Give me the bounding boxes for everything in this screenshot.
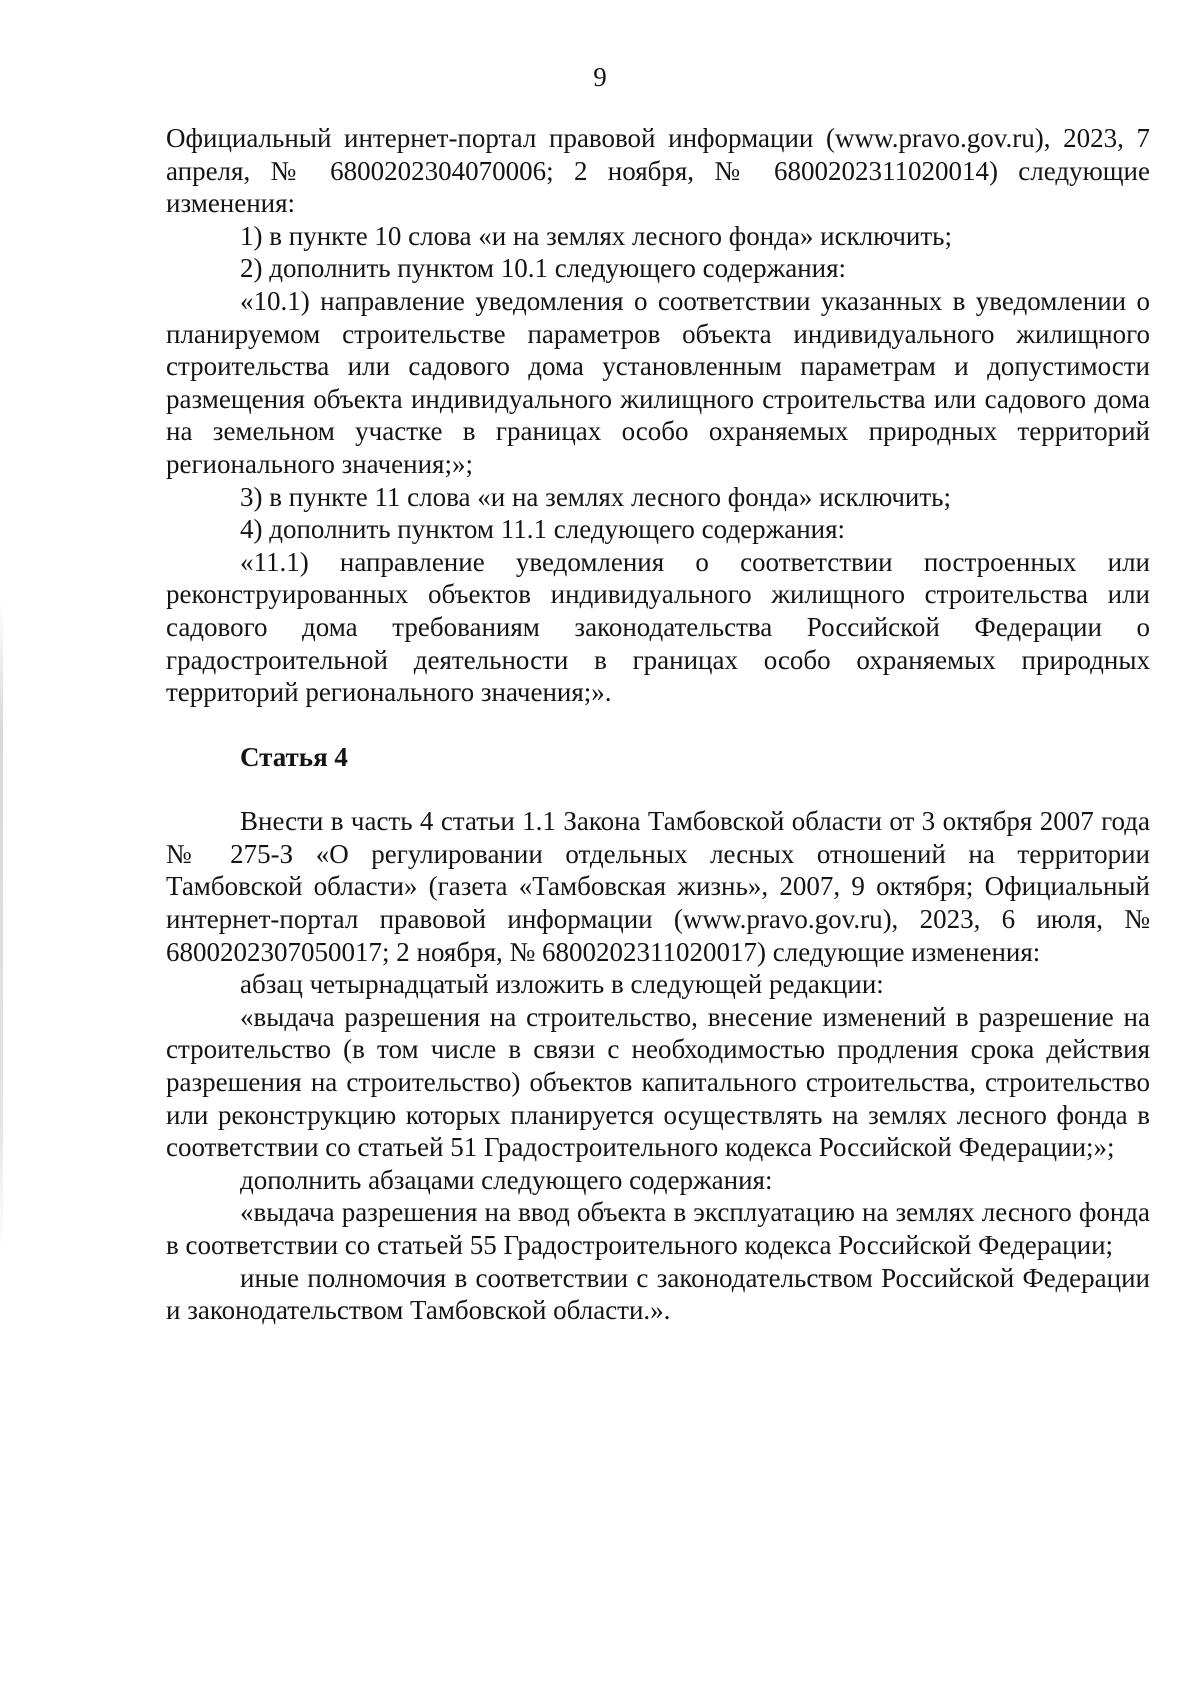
document-body xyxy=(166,122,1150,1327)
paragraph-9: абзац четырнадцатый изложить в следующей редакции: xyxy=(240,969,884,1000)
paragraph-8: Внести в часть 4 статьи 1.1 Закона Тамбовской области от 3 октября 2007 года № 275-З «О регулировании отдельных лесных отношений на территории Тамбовской области» (газета «Тамбовская жизнь», 2007, 9 октября; Официальный интернет-портал правовой информации (www.pravo.gov.ru), 2023, 6 июля, № 6800202307050017; 2 ноября, № 6800202311020017) следующие изменения: xyxy=(166,806,1150,967)
paragraph-11: дополнить абзацами следующего содержания: xyxy=(240,1164,773,1195)
scan-edge-shadow xyxy=(0,600,3,1250)
paragraph-10: «выдача разрешения на строительство, внесение изменений в разрешение на строительство (в том числе в связи с необходимостью продления срока действия разрешения на строительство) объектов капитального строительства, строительство или реконструкцию которых планируется осуществлять на землях лесного фонда в соответствии со статьей 51 Градостроительного кодекса Российской Федерации;»; xyxy=(166,1001,1150,1163)
article-heading: Статья 4 xyxy=(240,741,348,772)
paragraph-4: «10.1) направление уведомления о соответствии указанных в уведомлении о планируемом строительстве параметров объекта индивидуального жилищного строительства или садового дома установленным параметрам и допустимости размещения объекта индивидуального жилищного строительства или садового дома на земельном участке в границах особо охраняемых природных территорий регионального значения;»; xyxy=(166,285,1150,479)
paragraph-13: иные полномочия в соответствии с законодательством Российской Федерации и законодательством Тамбовской области.». xyxy=(166,1262,1150,1326)
paragraph-2: 1) в пункте 10 слова «и на землях лесного фонда» исключить; xyxy=(240,220,952,251)
page-number: 9 xyxy=(593,62,607,92)
paragraph-5: 3) в пункте 11 слова «и на землях лесного фонда» исключить; xyxy=(240,481,951,512)
paragraph-3: 2) дополнить пунктом 10.1 следующего содержания: xyxy=(240,253,847,284)
paragraph-6: 4) дополнить пунктом 11.1 следующего содержания: xyxy=(240,514,846,545)
paragraph-1: Официальный интернет-портал правовой информации (www.pravo.gov.ru), 2023, 7 апреля, № 6800202304070006; 2 ноября, № 6800202311020014) следующие изменения: xyxy=(166,123,1150,219)
paragraph-12: «выдача разрешения на ввод объекта в эксплуатацию на землях лесного фонда в соответствии со статьей 55 Градостроительного кодекса Российской Федерации; xyxy=(166,1197,1150,1260)
paragraph-7: «11.1) направление уведомления о соответствии построенных или реконструированных объектов индивидуального жилищного строительства или садового дома требованиям законодательства Российской Федерации о градостроительной деятельности в границах особо охраняемых природных территорий регионального значения;». xyxy=(166,546,1150,708)
